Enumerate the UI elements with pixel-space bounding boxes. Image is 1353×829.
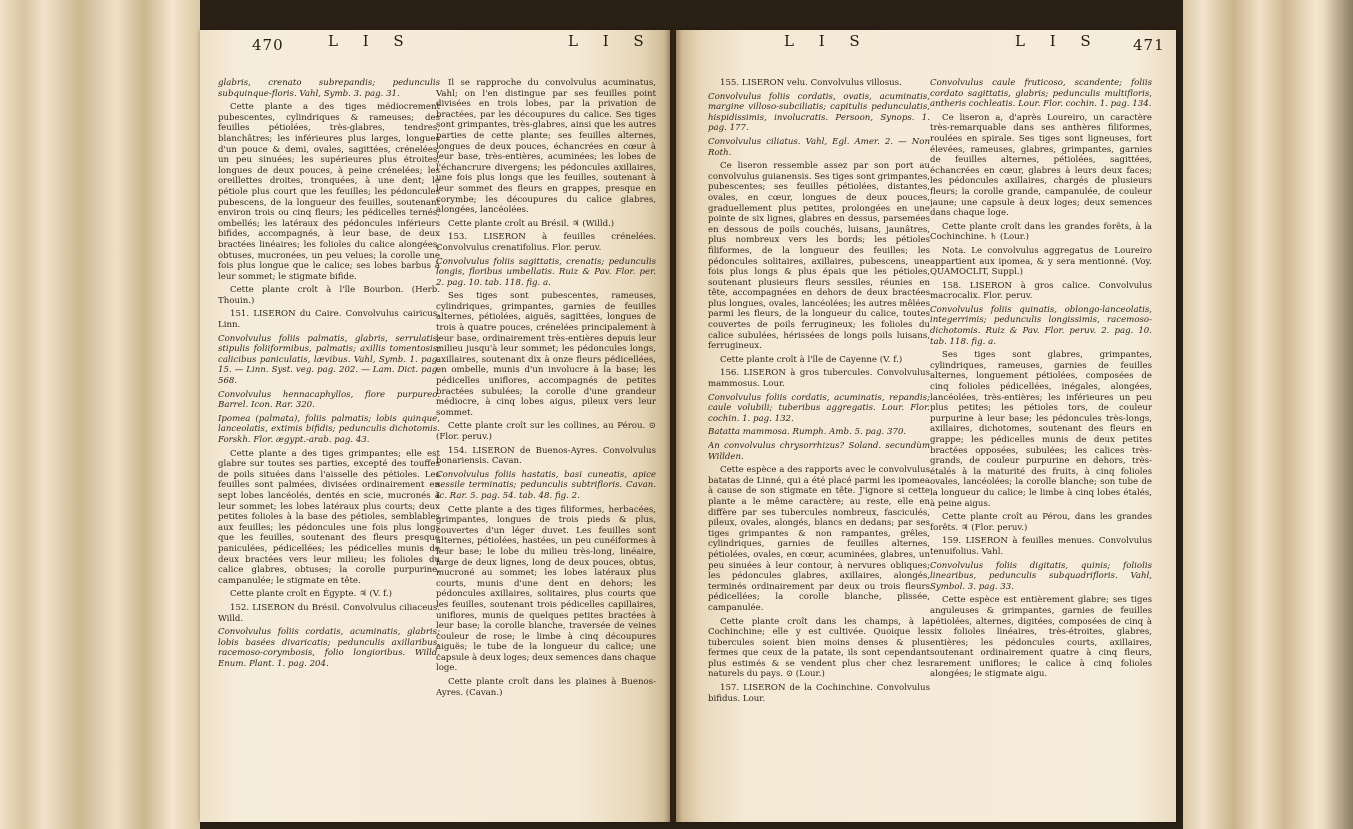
paragraph: Cette plante a des tiges filiformes, herbacées, grimpantes, longues de trois pieds & plus, couvertes d'un léger duvet. Les feuilles sont alternes, pétiolées, hastées, un peu cunéiformes à leur base; le lobe du milieu très-long, linéaire, large de deux lignes, long de deux pouces, obtus, mucroné au sommet; les lobes latéraux plus courts, munis d'une dent en dehors; les pédoncules axillaires, solitaires, plus courts que les feuilles, soutenant trois pédicelles capillaires, uniflores, munis de quelques petites bractées à leur base; la corolle blanche, traversée de veines couleur de rose; le limbe à cinq découpures aiguës; le tube de la longueur du calice; une capsule à deux loges; deux semences dans chaque loge. — [436, 504, 656, 674]
paragraph: Ipomea (palmata), foliis palmatis; lobis quinque, lanceolatis, extimis bifidis; pedunculis dichotomis. Forskh. Flor. ægypt.-arab. pag. 43. — [218, 413, 440, 445]
text-column-1 — [218, 78, 440, 808]
paragraph: 156. LISERON à gros tubercules. Convolvulus mammosus. Lour. — [708, 368, 930, 390]
paragraph: Ses tiges sont glabres, grimpantes, cylindriques, rameuses, garnies de feuilles alternes, longuement pétiolées, composées de cinq folioles pédicellées, inégales, alongées, lancéolées, très-entières; les inférieures un peu plus petites; les pétioles tors, de couleur purpurine à leur base; les pédoncules très-longs, axillaires, dichotomes, soutenant des fleurs en grappe; les pédicelles munis de deux petites bractées opposées, subulées; les calices très-grands, de couleur purpurine en dehors, très-étalés à la maturité des fruits, à cinq folioles ovales, lancéolées; la corolle blanche; son tube de la longueur du calice; le limbe à cinq lobes étalés, à peine aigus. — [930, 350, 1152, 509]
paragraph: Convolvulus ciliatus. Vahl, Egl. Amer. 2. — Non Roth. — [708, 136, 930, 158]
paragraph: Convolvulus foliis cordatis, acuminatis, repandis; caule volubili; tuberibus aggregatis. Lour. Flor. cochin. 1. pag. 132. — [708, 392, 930, 424]
paragraph: 158. LISERON à gros calice. Convolvulus macrocalix. Flor. peruv. — [930, 280, 1152, 302]
running-head-2: L I S — [568, 32, 654, 50]
paragraph: Cette plante croît dans les plaines à Buenos-Ayres. (Cavan.) — [436, 677, 656, 698]
running-head-4: L I S — [1015, 32, 1101, 50]
paragraph: 151. LISERON du Caire. Convolvulus cairicus. Linn. — [218, 309, 440, 331]
text-column-3 — [708, 78, 930, 808]
paragraph: 154. LISERON de Buenos-Ayres. Convolvulus bonariensis. Cavan. — [436, 445, 656, 467]
paragraph: Convolvulus caule fruticoso, scandente; foliis cordato sagittatis, glabris; pedunculis multifloris, antheris cochleatis. Lour. Flor. cochin. 1. pag. 134. — [930, 78, 1152, 110]
paragraph: 159. LISERON à feuilles menues. Convolvulus tenuifolius. Vahl. — [930, 536, 1152, 557]
paragraph: Cette plante croît au Brésil. ♃ (Willd.) — [448, 218, 615, 229]
paragraph: 152. LISERON du Brésil. Convolvulus ciliaceus. Willd. — [218, 602, 440, 624]
paragraph: Cette plante croît sur les collines, au Pérou. ⊙ (Flor. peruv.) — [436, 421, 656, 442]
paragraph: Convolvulus foliis cordatis, ovatis, acuminatis, margine villoso-subciliatis; capitulis pedunculatis, hispidissimis, involucratis. Persoon, Synops. 1. pag. 177. — [708, 91, 930, 134]
paragraph: Cette plante croît dans les grandes forêts, à la Cochinchine. ♄ (Lour.) — [930, 221, 1152, 243]
text-column-2 — [436, 78, 656, 808]
paragraph: Convolvulus foliis sagittatis, crenatis; pedunculis longis, floribus umbellatis. Ruiz & Pav. Flor. per. 2. pag. 10. tab. 118. fig. a. — [436, 256, 656, 288]
book-page-edges-left — [0, 0, 200, 829]
paragraph: Cette plante croît à l'île Bourbon. (Herb. Thouin.) — [218, 285, 440, 306]
paragraph: 155. LISERON velu. Convolvulus villosus. — [720, 78, 902, 88]
paragraph: Cette plante a des tiges grimpantes; elle est glabre sur toutes ses parties, excepté des touffes de poils situées dans l'aisselle des pétioles. Les feuilles sont palmées, divisées ordinairement en sept lobes lancéolés, dentés en scie, mucronés à leur sommet; les lobes latéraux plus courts; deux petites folioles à la base des pétioles, semblables aux feuilles; les pédoncules une fois plus longs que les feuilles, soutenant des fleurs presque paniculées, pédicellées; les pédicelles munis de deux bractées vers leur milieu; les folioles du calice glabres, obtuses; la corolle purpurine, campanulée; le stigmate en tête. — [218, 448, 440, 586]
text-column-4 — [930, 78, 1152, 808]
paragraph: An convolvulus chrysorrhizus? Soland. secundùm Willden. — [708, 441, 930, 462]
paragraph: Cette plante croît à l'île de Cayenne (V. f.) — [720, 354, 903, 365]
paragraph: Ses tiges sont pubescentes, rameuses, cylindriques, grimpantes, garnies de feuilles alternes, pétiolées, aiguës, sagittées, longues de trois à quatre pouces, crénelées principalement à leur base, ordinairement très-entières depuis leur milieu jusqu'à leur sommet; les pédoncules longs, axillaires, soutenant dix à onze fleurs pédicellées, en ombelle, munis d'un involucre à la base; les pédicelles uniflores, accompagnés de petites bractées subulées; la corolle d'une grandeur médiocre, à cinq lobes aigus, pileux vers leur sommet. — [436, 291, 656, 418]
paragraph: Il se rapproche du convolvulus acuminatus, Vahl; on l'en distingue par ses feuilles point divisées en trois lobes, par la privation de bractées, par les découpures du calice. Ses tiges sont grimpantes, très-glabres, ainsi que les autres parties de cette plante; ses feuilles alternes, longues de deux pouces, échancrées en cœur à leur base, très-entières, acuminées; les lobes de l'échancrure divergens; les pédoncules axillaires, une fois plus longs que les feuilles, soutenant à leur sommet des fleurs en grappes, presque en corymbe; les découpures du calice glabres, alongées, lancéolées. — [436, 78, 656, 216]
paragraph: Convolvulus foliis quinatis, oblongo-lanceolatis, integerrimis; pedunculis longissimis, racemoso-dichotomis. Ruiz & Pav. Flor. peruv. 2. pag. 10. tab. 118. fig. a. — [930, 304, 1152, 347]
paragraph: Cette espèce a des rapports avec le convolvulus batatas de Linné, qui a été placé parmi les ipomea à cause de son stigmate en tête. J'ignore si cette plante a le même caractère; au reste, elle en diffère par ses tubercules nombreux, fasciculés, pileux, ovales, alongés, blancs en dedans; par ses tiges grimpantes & non rampantes, grêles, cylindriques, garnies de feuilles alternes, pétiolées, ovales, en cœur, acuminées, glabres, un peu sinuées à leur contour, à nervures obliques; les pédoncules glabres, axillaires, alongés, terminés ordinairement par deux ou trois fleurs pédicellées; la corolle blanche, plissée, campanulée. — [708, 465, 930, 613]
right-page-number: 471 — [1133, 36, 1165, 54]
paragraph: 157. LISERON de la Cochinchine. Convolvulus bifidus. Lour. — [708, 683, 930, 704]
paragraph: Ce liseron a, d'après Loureiro, un caractère très-remarquable dans ses anthères filiformes, roulées en spirale. Ses tiges sont ligneuses, fort élevées, rameuses, glabres, grimpantes, garnies de feuilles alternes, pétiolées, sagittées, échancrées en cœur, glabres à leurs deux faces; les pédoncules axillaires, chargés de plusieurs fleurs; la corolle grande, campanulée, de couleur jaune; une capsule à deux loges; deux semences dans chaque loge. — [930, 112, 1152, 219]
paragraph: Cette plante croît dans les champs, à la Cochinchine; elle y est cultivée. Quoique les tubercules soient bien moins denses & plus fermes que ceux de la patate, ils sont cependant plus estimés & se vendent plus cher chez les naturels du pays. ⊙ (Lour.) — [708, 616, 930, 680]
left-page-number: 470 — [252, 36, 284, 54]
running-head-3: L I S — [784, 32, 870, 50]
book-gutter — [664, 30, 682, 822]
edge-shadow — [1323, 0, 1353, 829]
paragraph: Convolvulus hennacaphyllos, flore purpureo. Barrel. Icon. Rar. 320. — [218, 389, 440, 411]
paragraph: Cette plante croît en Égypte. ♃ (V. f.) — [230, 589, 392, 600]
paragraph: Nota. Le convolvulus aggregatus de Loureiro appartient aux ipomea, & y sera mentionné. (Voy. QUAMOCLIT, Suppl.) — [930, 245, 1152, 278]
paragraph: 153. LISERON à feuilles crénelées. Convolvulus crenatifolius. Flor. peruv. — [436, 232, 656, 253]
paragraph: Cette plante a des tiges médiocrement pubescentes, cylindriques & rameuses; des feuilles pétiolées, très-glabres, tendres, blanchâtres; les inférieures plus larges, longues d'un pouce & demi, ovales, sagittées, crénelées, un peu sinuées; les supérieures plus étroites, longues de deux pouces, à peine crénelées; les oreillettes droites, tronquées, à une dent; le pétiole plus court que les feuilles; les pédoncules pubescens, de la longueur des feuilles, soutenant environ trois ou cinq fleurs; les pédicelles ternés, ombellés; les latéraux des pédoncules inférieurs bifides, accompagnés, à leur base, de deux bractées linéaires; les folioles du calice alongées, obtuses, mucronées, un peu velues; la corolle une fois plus longue que le calice; ses lobes barbus à leur sommet; le stigmate bifide. — [218, 102, 440, 282]
paragraph: Convolvulus foliis digitatis, quinis; foliolis linearibus, pedunculis subquadrifloris. Vahl, Symbol. 3. pag. 33. — [930, 560, 1152, 592]
paragraph: Convolvulus foliis cordatis, acuminatis, glabris; lobis basées divaricatis; pedunculis axillaribus, racemoso-corymbosis, folio longioribus. Willd. Enum. Plant. 1. pag. 204. — [218, 627, 440, 669]
paragraph: Convolvulus foliis hastatis, basi cuneatis, apice sessile terminatis; pedunculis subtrifloris. Cavan. Ic. Rar. 5. pag. 54. tab. 48. fig. 2. — [436, 469, 656, 501]
paragraph: Batatta mammosa. Rumph. Amb. 5. pag. 370. — [708, 427, 907, 438]
paragraph: Cette espèce est entièrement glabre; ses tiges anguleuses & grimpantes, garnies de feuilles pétiolées, alternes, digitées, composées de cinq à six folioles linéaires, très-étroites, glabres, entières; les pédoncules courts, axillaires, soutenant ordinairement quatre à cinq fleurs, rarement uniflores; le calice à cinq folioles alongées; le stigmate aigu. — [930, 595, 1152, 680]
paragraph: Cette plante croît au Pérou, dans les grandes forêts. ♃ (Flor. peruv.) — [930, 512, 1152, 533]
running-head-1: L I S — [328, 32, 414, 50]
paragraph: glabris, crenato subrepandis; pedunculis subquinque-floris. Vahl, Symb. 3. pag. 31. — [218, 78, 440, 99]
paragraph: Ce liseron ressemble assez par son port au convolvulus guianensis. Ses tiges sont grimpantes, pubescentes; ses feuilles pétiolées, distantes, ovales, en cœur, longues de deux pouces, graduellement plus petites, prolongées en une pointe de six lignes, glabres en dessus, parsemées en dessous de poils couchés, luisans, jaunâtres, plus nombreux vers les bords; les pétioles filiformes, de la longueur des feuilles; les pédoncules solitaires, axillaires, pubescens, une fois plus longs & plus épais que les pétioles, soutenant plusieurs fleurs sessiles, réunies en tête, accompagnées en dehors de deux bractées plus longues, ovales, lancéolées; les autres mêlées parmi les fleurs, de la longueur du calice, toutes couvertes de poils ferrugineux; les folioles du calice subulées, hérissées de longs poils luisans, ferrugineux. — [708, 161, 930, 352]
paragraph: Convolvulus foliis palmatis, glabris, serrulatis; stipulis foliiformibus, palmatis; axillis tomentosis; calicibus paniculatis, lævibus. Vahl, Symb. 1. pag. 15. — Linn. Syst. veg. pag. 202. — Lam. Dict. pag. 568. — [218, 333, 440, 387]
